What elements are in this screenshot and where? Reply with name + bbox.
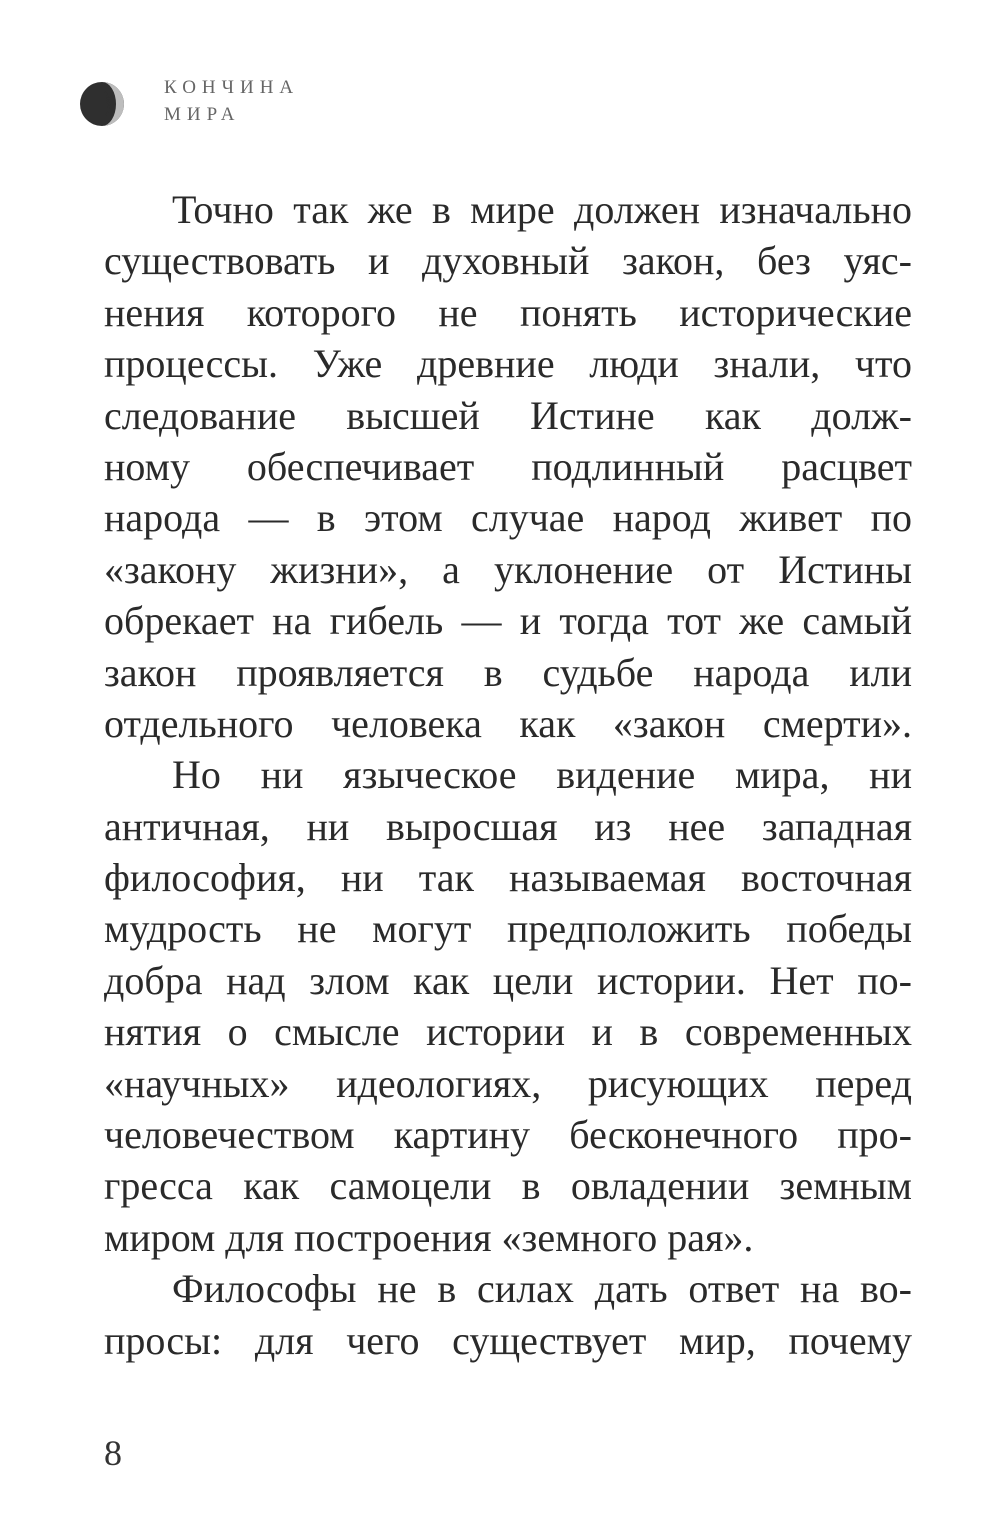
text-line: гресса как самоцели в овладении земным bbox=[104, 1163, 912, 1209]
running-title bbox=[164, 74, 299, 128]
text-line: человечеством картину бесконечного про- bbox=[104, 1112, 912, 1158]
text-line: мудрость не могут предположить победы bbox=[104, 906, 912, 952]
text-line: «закону жизни», а уклонение от Истины bbox=[104, 546, 912, 592]
page-number: 8 bbox=[104, 1433, 122, 1473]
running-title-line-2: МИРА bbox=[164, 104, 241, 125]
text-line: просы: для чего существует мир, почему bbox=[104, 1317, 912, 1363]
text-line: миром для построения «земного рая». bbox=[104, 1214, 754, 1260]
text-line: античная, ни выросшая из нее западная bbox=[104, 803, 912, 849]
text-line: нятия о смысле истории и в современных bbox=[104, 1009, 912, 1055]
text-line: существовать и духовный закон, без уяс- bbox=[104, 238, 912, 284]
text-line: отдельного человека как «закон смерти». bbox=[104, 700, 912, 746]
text-line: Но ни языческое видение мира, ни bbox=[172, 752, 912, 798]
body-text bbox=[104, 184, 912, 1366]
crescent-face-logo-icon bbox=[78, 80, 126, 128]
running-head bbox=[78, 74, 299, 134]
text-line: Точно так же в мире должен изначально bbox=[172, 187, 912, 232]
text-line: Философы не в силах дать ответ на во- bbox=[172, 1266, 912, 1312]
text-line: нения которого не понять исторические bbox=[104, 289, 912, 335]
text-line: обрекает на гибель — и тогда тот же самый bbox=[104, 598, 912, 644]
text-line: народа — в этом случае народ живет по bbox=[104, 495, 912, 541]
text-line: закон проявляется в судьбе народа или bbox=[104, 649, 912, 695]
text-line: «научных» идеологиях, рисующих перед bbox=[104, 1060, 912, 1106]
text-line: добра над злом как цели истории. Нет по- bbox=[104, 957, 912, 1003]
running-title-line-1: КОНЧИНА bbox=[164, 77, 300, 98]
text-line: процессы. Уже древние люди знали, что bbox=[104, 341, 912, 387]
text-line: ному обеспечивает подлинный расцвет bbox=[104, 443, 912, 489]
text-line: философия, ни так называемая восточная bbox=[104, 855, 912, 901]
text-line: следование высшей Истине как долж- bbox=[104, 392, 912, 438]
